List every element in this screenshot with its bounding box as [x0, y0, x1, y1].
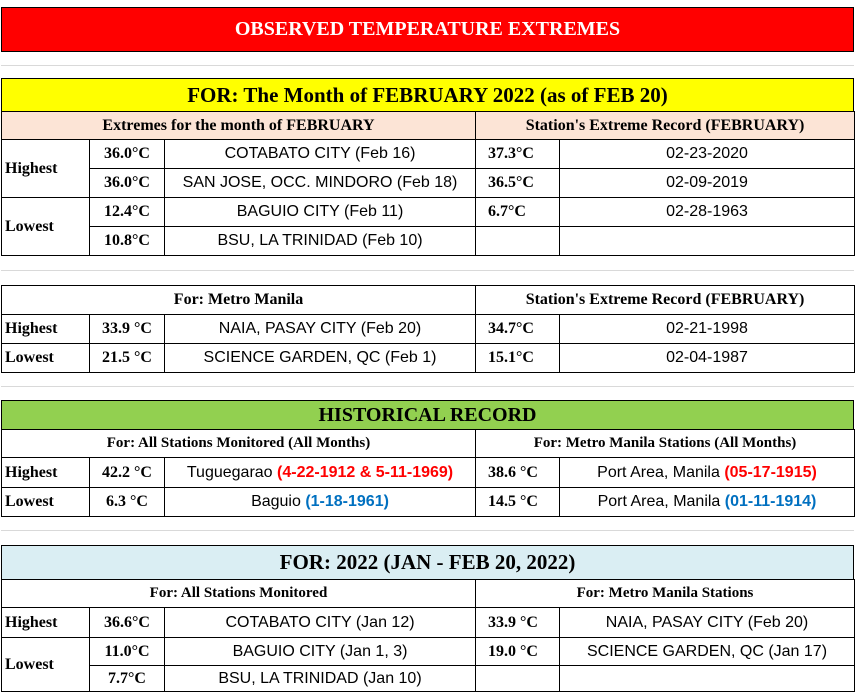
station-cell: [165, 488, 476, 517]
year-lowest-label: Lowest: [2, 638, 90, 692]
record-date: 02-09-2019: [560, 169, 855, 198]
year-left-header: For: All Stations Monitored: [2, 580, 476, 608]
temp-value: 36.0°C: [90, 140, 165, 169]
period-heading: [1, 78, 854, 112]
station-name: BSU, LA TRINIDAD (Feb 10): [165, 227, 476, 256]
record-dates: (05-17-1915): [724, 463, 817, 481]
record-temp: [476, 227, 560, 256]
period-heading-text: FOR: The Month of FEBRUARY 2022 (as of FEB 20): [187, 82, 668, 107]
temp-value: 7.7°C: [90, 666, 165, 692]
page-title-text: OBSERVED TEMPERATURE EXTREMES: [234, 18, 621, 40]
station-cell: [560, 458, 855, 488]
grid-line: [1, 65, 854, 66]
record-temp: 15.1°C: [476, 344, 560, 373]
year-table: [1, 579, 855, 692]
record-temp: 14.5 °C: [476, 488, 560, 517]
record-dates: (4-22-1912 & 5-11-1969): [277, 463, 454, 481]
grid-line: [1, 386, 854, 387]
metro-right-header: Station's Extreme Record (FEBRUARY): [476, 286, 855, 315]
temp-value: 42.2 °C: [90, 458, 165, 488]
feb-highest-label: Highest: [2, 140, 90, 198]
record-date: 02-28-1963: [560, 198, 855, 227]
station-cell: [560, 488, 855, 517]
station-name: BAGUIO CITY (Feb 11): [165, 198, 476, 227]
feb-extremes-table: [1, 111, 855, 256]
station-cell: [165, 458, 476, 488]
temp-value: 10.8°C: [90, 227, 165, 256]
station-name: COTABATO CITY (Feb 16): [165, 140, 476, 169]
record-date: [560, 227, 855, 256]
record-temp: 6.7°C: [476, 198, 560, 227]
record-date: 02-21-1998: [560, 315, 855, 344]
station-name: [560, 666, 855, 692]
feb-right-header: Station's Extreme Record (FEBRUARY): [476, 112, 855, 140]
record-temp: 37.3°C: [476, 140, 560, 169]
record-date: 02-04-1987: [560, 344, 855, 373]
year-highest-label: Highest: [2, 608, 90, 638]
temp-value: 36.6°C: [90, 608, 165, 638]
station-name: SCIENCE GARDEN, QC (Jan 17): [560, 638, 855, 666]
record-dates: (01-11-1914): [724, 493, 817, 510]
station-name: COTABATO CITY (Jan 12): [165, 608, 476, 638]
metro-left-header: For: Metro Manila: [2, 286, 476, 315]
station-name: NAIA, PASAY CITY (Feb 20): [165, 315, 476, 344]
historical-heading: [1, 400, 854, 430]
metro-manila-table: [1, 285, 855, 373]
station-name: NAIA, PASAY CITY (Feb 20): [560, 608, 855, 638]
station-name: SCIENCE GARDEN, QC (Feb 1): [165, 344, 476, 373]
record-temp: 38.6 °C: [476, 458, 560, 488]
historical-right-header: For: Metro Manila Stations (All Months): [476, 430, 855, 458]
page-title: [1, 7, 854, 52]
row-label: Highest: [2, 315, 90, 344]
record-temp: [476, 666, 560, 692]
record-temp: 19.0 °C: [476, 638, 560, 666]
station-name: SAN JOSE, OCC. MINDORO (Feb 18): [165, 169, 476, 198]
record-temp: 36.5°C: [476, 169, 560, 198]
station-name: Port Area, Manila: [597, 463, 725, 481]
temp-value: 11.0°C: [90, 638, 165, 666]
historical-left-header: For: All Stations Monitored (All Months): [2, 430, 476, 458]
historical-heading-text: HISTORICAL RECORD: [318, 403, 537, 426]
row-label: Highest: [2, 458, 90, 488]
year-right-header: For: Metro Manila Stations: [476, 580, 855, 608]
year-heading-text: FOR: 2022 (JAN - FEB 20, 2022): [279, 550, 576, 574]
record-temp: 34.7°C: [476, 315, 560, 344]
temp-value: 36.0°C: [90, 169, 165, 198]
station-name: Tuguegarao: [186, 463, 278, 481]
feb-left-header: Extremes for the month of FEBRUARY: [2, 112, 476, 140]
row-label: Lowest: [2, 488, 90, 517]
station-name: Port Area, Manila: [597, 493, 725, 510]
record-temp: 33.9 °C: [476, 608, 560, 638]
temp-value: 33.9 °C: [90, 315, 165, 344]
station-name: BSU, LA TRINIDAD (Jan 10): [165, 666, 476, 692]
record-dates: (1-18-1961): [305, 493, 389, 510]
temp-value: 21.5 °C: [90, 344, 165, 373]
record-date: 02-23-2020: [560, 140, 855, 169]
grid-line: [1, 270, 854, 271]
year-heading: [1, 545, 854, 580]
row-label: Lowest: [2, 344, 90, 373]
feb-lowest-label: Lowest: [2, 198, 90, 256]
station-name: BAGUIO CITY (Jan 1, 3): [165, 638, 476, 666]
temp-value: 12.4°C: [90, 198, 165, 227]
historical-table: [1, 429, 855, 517]
grid-line: [1, 530, 854, 531]
temp-value: 6.3 °C: [90, 488, 165, 517]
station-name: Baguio: [251, 493, 306, 510]
